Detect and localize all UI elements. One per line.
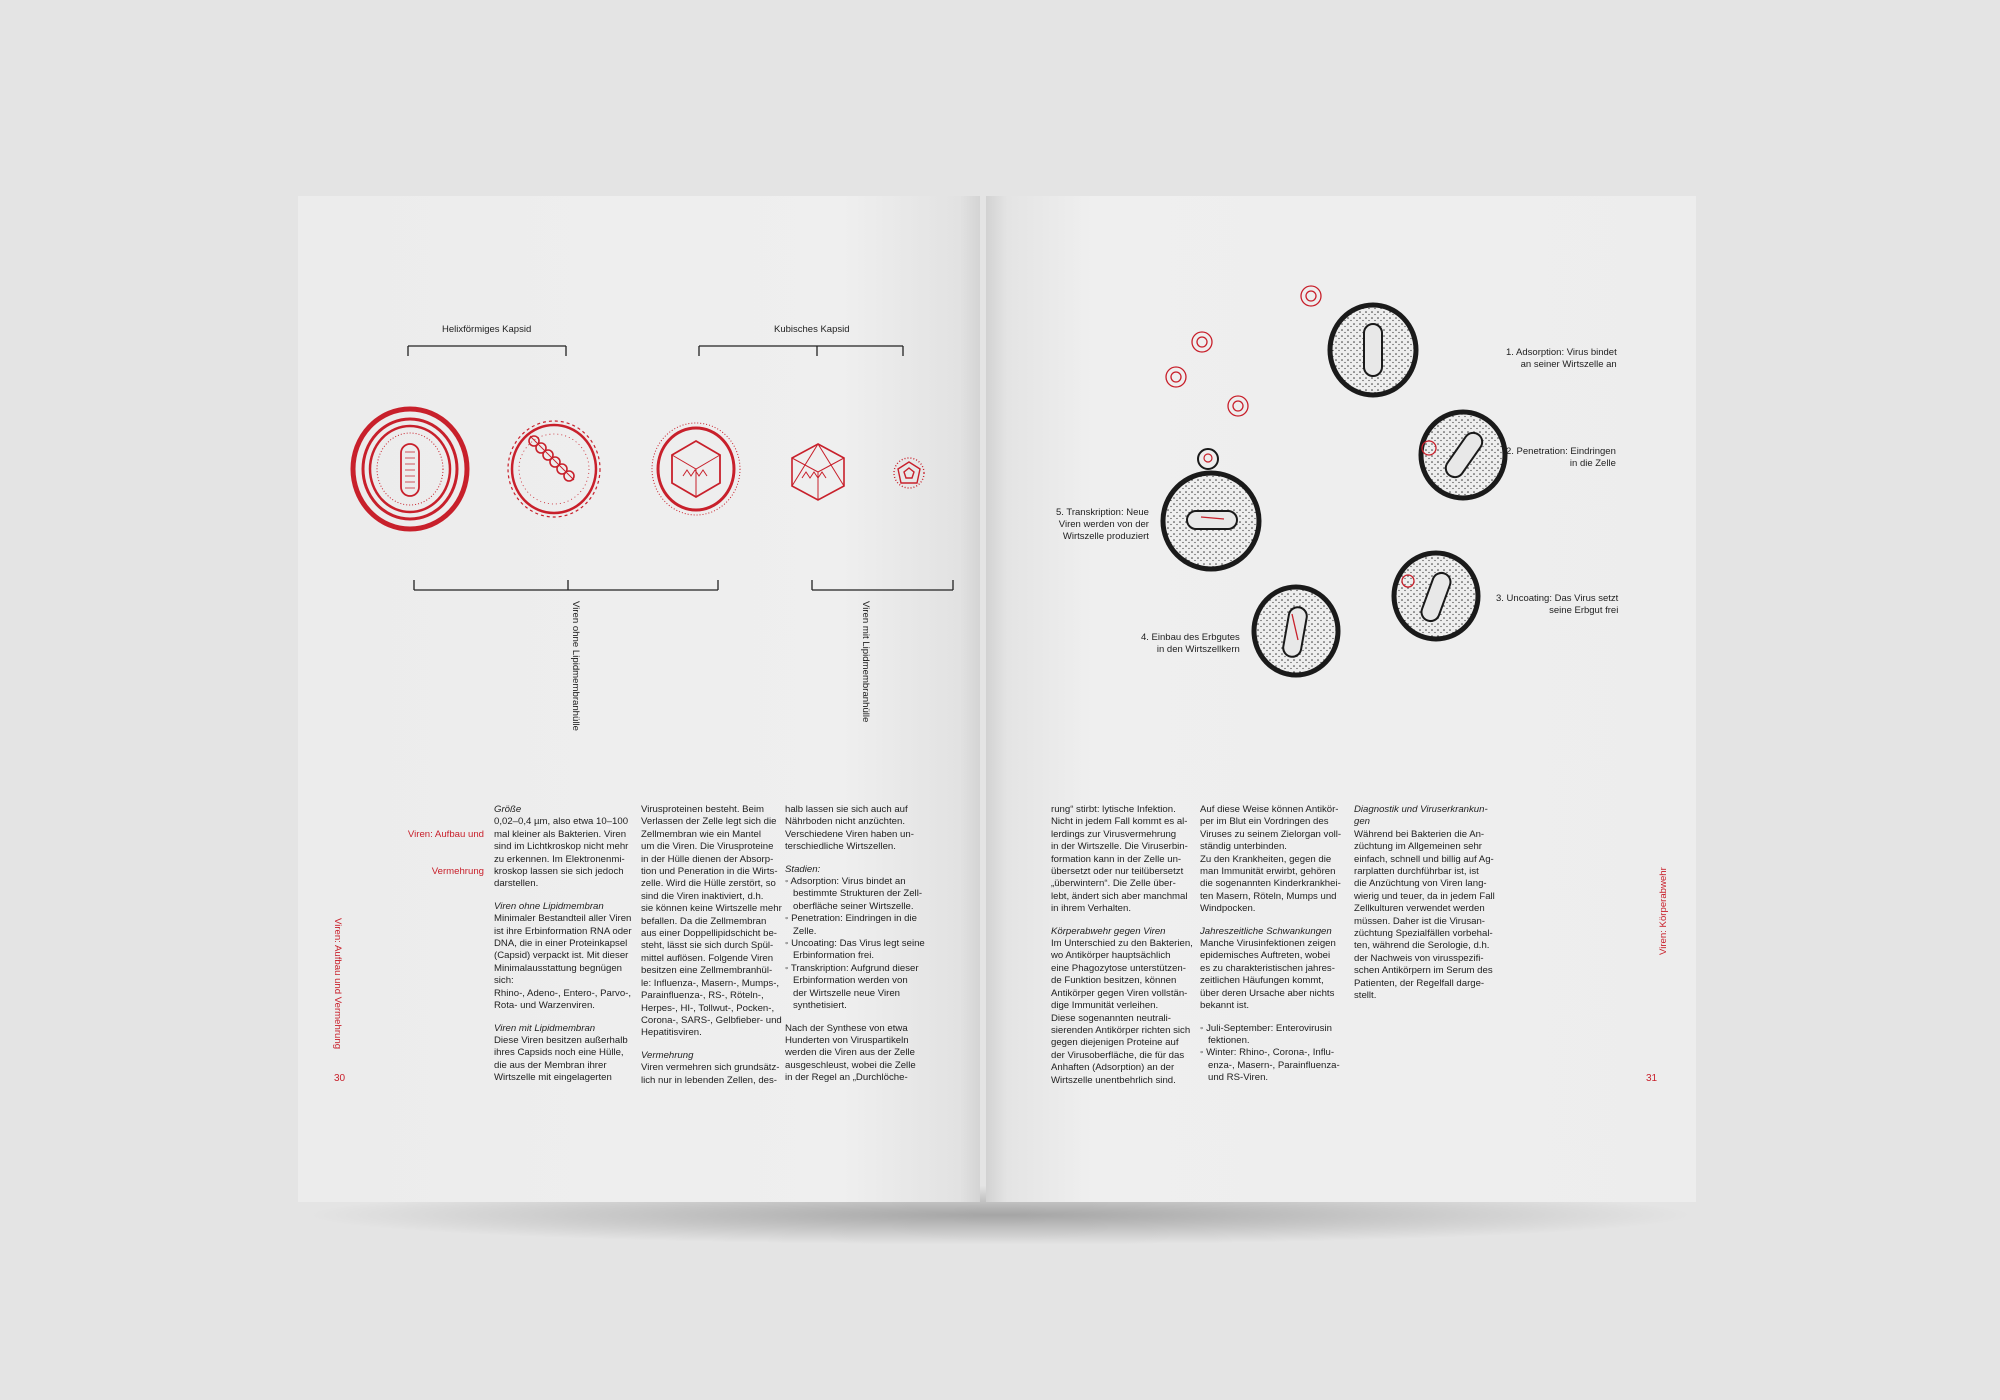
text-line: züchtung Spezialfällen vorbehal- bbox=[1354, 928, 1493, 940]
subheading: Vermehrung bbox=[641, 1049, 694, 1061]
subheading: Stadien: bbox=[785, 863, 821, 875]
text-line: ◦ Juli-September: Enterovirusin bbox=[1200, 1022, 1332, 1034]
text-line: Rhino-, Adeno-, Entero-, Parvo-, bbox=[494, 987, 632, 999]
text-line: Zelle. bbox=[785, 925, 817, 937]
text-line: Erbinformation frei. bbox=[785, 950, 875, 962]
text-line: rung“ stirbt: lytische Infektion. bbox=[1051, 804, 1176, 815]
text-line: Wirtszelle unentbehrlich sind. bbox=[1051, 1074, 1176, 1086]
text-line: besitzen eine Zellmembranhül- bbox=[641, 965, 773, 977]
text-line: Nach der Synthese von etwa bbox=[785, 1022, 908, 1034]
text-column-3 bbox=[785, 804, 925, 1085]
subheading: Viren mit Lipidmembran bbox=[494, 1022, 596, 1034]
text-line: dige Immunität verleihen. bbox=[1051, 1000, 1159, 1012]
text-line: in der Hülle dienen der Absorp- bbox=[641, 853, 774, 865]
text-line: in der Regel an „Durchlöche- bbox=[785, 1072, 908, 1084]
text-line: Hunderten von Viruspartikeln bbox=[785, 1034, 909, 1046]
text-line: zelle. Wird die Hülle zerstört, so bbox=[641, 878, 776, 890]
text-line: ist ihre Erbinformation RNA oder bbox=[494, 925, 632, 937]
free-viruses bbox=[1166, 286, 1321, 416]
cell-adsorption bbox=[1330, 305, 1416, 395]
text-line: mal kleiner als Bakterien. Viren bbox=[494, 828, 627, 840]
text-line: eine Phagozytose unterstützen- bbox=[1051, 962, 1186, 974]
text-line: die Anzüchtung von Viren lang- bbox=[1354, 878, 1487, 890]
text-line: steht, lässt sie sich durch Spül- bbox=[641, 940, 774, 952]
right-page bbox=[986, 196, 1696, 1202]
text-line: enza-, Masern-, Parainfluenza- bbox=[1200, 1059, 1340, 1071]
text-line: aus einer Doppellipidschicht be- bbox=[641, 928, 777, 940]
text-line: ◦ Penetration: Eindringen in die bbox=[785, 913, 917, 925]
text-line: in ihrem Verhalten. bbox=[1051, 903, 1131, 915]
text-line: (Capsid) verpackt ist. Mit dieser bbox=[494, 950, 629, 962]
text-line: Erbinformation werden von bbox=[785, 975, 908, 987]
text-line: formation kann in der Zelle un- bbox=[1051, 853, 1182, 865]
text-line: Manche Virusinfektionen zeigen bbox=[1200, 938, 1336, 950]
top-brackets bbox=[408, 346, 903, 356]
text-line: darstellen. bbox=[494, 878, 539, 890]
text-line: stellt. bbox=[1354, 990, 1377, 1002]
text-line: sind die Viren inaktiviert, d.h. bbox=[641, 890, 764, 902]
text-line: zu erkennen. Im Elektronenmi- bbox=[494, 853, 625, 865]
text-line: zeitlichen Häufungen kommt, bbox=[1200, 975, 1324, 987]
text-line: Viren vermehren sich grundsätz- bbox=[641, 1062, 780, 1074]
left-page bbox=[298, 196, 980, 1202]
text-line: müssen. Daher ist die Virusan- bbox=[1354, 915, 1485, 927]
text-line: es zu charakteristischen jahres- bbox=[1200, 962, 1335, 974]
text-line: in der Wirtszelle. Die Viruserbin- bbox=[1051, 841, 1188, 853]
text-line: terschiedliche Wirtszellen. bbox=[785, 841, 896, 853]
text-line: mittel auflösen. Folgende Viren bbox=[641, 952, 774, 964]
text-line: die sogenannten Kinderkrankhei- bbox=[1200, 878, 1341, 890]
virus-helix-enveloped bbox=[353, 409, 467, 529]
text-line: übersetzt oder nur teilübersetzt bbox=[1051, 866, 1184, 878]
text-line: man Immunität erwirbt, gehören bbox=[1200, 866, 1336, 878]
page-number-left: 30 bbox=[334, 1073, 346, 1084]
running-head-left: Viren: Aufbau und Vermehrung bbox=[332, 918, 343, 1050]
label-without-lipid: Viren ohne Lipidmembranhülle bbox=[570, 601, 581, 731]
text-line: tion und Peneration in die Wirts- bbox=[641, 866, 778, 878]
text-column-5 bbox=[1200, 804, 1341, 1085]
text-line: über deren Ursache aber nichts bbox=[1200, 987, 1335, 999]
stage-3-label: 3. Uncoating: Das Virus setzt seine Erbgut frei bbox=[1496, 593, 1619, 616]
text-line: wo Antikörper hauptsächlich bbox=[1051, 950, 1171, 962]
text-line: ihres Capsids noch eine Hülle, bbox=[494, 1047, 624, 1059]
text-line: gegen diejenigen Proteine auf bbox=[1051, 1037, 1179, 1049]
cell-uncoating bbox=[1394, 553, 1478, 639]
text-line: le: Influenza-, Masern-, Mumps-, bbox=[641, 977, 780, 989]
text-line: Nicht in jedem Fall kommt es al- bbox=[1051, 816, 1188, 828]
text-line: Während bei Bakterien die An- bbox=[1354, 828, 1485, 840]
text-line: ständig unterbinden. bbox=[1200, 841, 1287, 853]
text-line: ◦ Uncoating: Das Virus legt seine bbox=[785, 938, 925, 950]
stage-1-label: 1. Adsorption: Virus bindet an seiner Wirtszelle an bbox=[1506, 347, 1617, 370]
text-line: ten Masern, Röteln, Mumps und bbox=[1200, 890, 1337, 902]
text-line: fektionen. bbox=[1200, 1034, 1250, 1046]
text-line: Wirtszelle mit eingelagerten bbox=[494, 1072, 612, 1084]
text-column-2 bbox=[641, 804, 782, 1087]
stage-5-label: 5. Transkription: Neue Viren werden von der Wirtszelle produziert bbox=[1056, 507, 1149, 542]
text-line: epidemisches Auftreten, wobei bbox=[1200, 950, 1331, 962]
text-line: Zellkulturen verwendet werden bbox=[1354, 903, 1485, 915]
text-line: Windpocken. bbox=[1200, 903, 1256, 915]
text-line: „überwintern“. Die Zelle über- bbox=[1051, 878, 1176, 890]
virus-cubic-enveloped bbox=[652, 423, 740, 515]
text-line: rarplatten durchführbar ist, ist bbox=[1354, 866, 1479, 878]
bottom-brackets bbox=[414, 580, 953, 590]
subheading: Jahreszeitliche Schwankungen bbox=[1200, 925, 1332, 937]
text-line: sich: bbox=[494, 975, 514, 987]
text-column-1 bbox=[494, 804, 632, 1085]
text-line: der Virusoberfläche, die für das bbox=[1051, 1049, 1185, 1061]
text-line: ◦ Winter: Rhino-, Corona-, Influ- bbox=[1200, 1047, 1335, 1059]
text-line: synthetisiert. bbox=[785, 1000, 847, 1012]
label-with-lipid: Viren mit Lipidmembranhülle bbox=[860, 601, 871, 723]
text-line: Im Unterschied zu den Bakterien, bbox=[1051, 938, 1193, 950]
running-head-right: Viren: Körperabwehr bbox=[1658, 867, 1669, 955]
page-number-right: 31 bbox=[1646, 1073, 1658, 1084]
text-line: Diese sogenannten neutrali- bbox=[1051, 1012, 1172, 1024]
text-line: Diese Viren besitzen außerhalb bbox=[494, 1034, 628, 1046]
text-line: einfach, schnell und billig auf Ag- bbox=[1354, 853, 1494, 865]
text-line: bekannt ist. bbox=[1200, 1000, 1250, 1012]
text-line: Minimalausstattung begnügen bbox=[494, 962, 623, 974]
text-line: sierenden Antikörper richten sich bbox=[1051, 1024, 1191, 1036]
text-line: züchtung im Allgemeinen sehr bbox=[1354, 841, 1482, 853]
text-line: lerdings zur Virusvermehrung bbox=[1051, 828, 1177, 840]
text-line: befallen. Da die Zellmembran bbox=[641, 915, 767, 927]
stage-4-label: 4. Einbau des Erbgutes in den Wirtszellkern bbox=[1141, 632, 1240, 655]
text-line: und RS-Viren. bbox=[1200, 1072, 1269, 1084]
text-line: lebt, ändert sich aber manchmal bbox=[1051, 890, 1188, 902]
label-cubic-capsid: Kubisches Kapsid bbox=[774, 324, 850, 335]
text-column-6 bbox=[1354, 804, 1495, 1003]
text-line: Parainfluenza-, RS-, Röteln-, bbox=[641, 990, 764, 1002]
text-line: bestimmte Strukturen der Zell- bbox=[785, 888, 923, 900]
text-line: ausgeschleust, wobei die Zelle bbox=[785, 1059, 916, 1071]
text-line: Viruses zu seinem Zielorgan voll- bbox=[1200, 828, 1342, 840]
text-line: Patienten, der Regelfall darge- bbox=[1354, 977, 1485, 989]
text-line: der Nachweis von virusspezifi- bbox=[1354, 952, 1484, 964]
virus-cubic-naked bbox=[792, 444, 844, 500]
text-line: Corona-, SARS-, Gelbfieber- und bbox=[641, 1014, 782, 1026]
text-line: werden die Viren aus der Zelle bbox=[785, 1047, 915, 1059]
text-line: Verschiedene Viren haben un- bbox=[785, 828, 914, 840]
text-line: ten, während die Serologie, d.h. bbox=[1354, 940, 1490, 952]
text-column-4 bbox=[1051, 804, 1193, 1087]
text-line: Zu den Krankheiten, gegen die bbox=[1200, 853, 1332, 865]
cell-transcription bbox=[1163, 449, 1259, 569]
text-line: Minimaler Bestandteil aller Viren bbox=[494, 913, 632, 925]
text-line: DNA, die in einer Proteinkapsel bbox=[494, 938, 628, 950]
text-line: Verlassen der Zelle legt sich die bbox=[641, 816, 777, 828]
text-line: sind im Lichtkroskop nicht mehr bbox=[494, 841, 629, 853]
text-line: Nährboden nicht anzüchten. bbox=[785, 816, 906, 828]
cell-penetration bbox=[1421, 412, 1505, 498]
text-line: die aus der Membran ihrer bbox=[494, 1059, 607, 1071]
subheading: Diagnostik und Viruserkrankun- bbox=[1354, 804, 1488, 815]
text-line: ◦ Transkription: Aufgrund dieser bbox=[785, 962, 919, 974]
cell-integration bbox=[1254, 587, 1338, 675]
text-line: Rota- und Warzenviren. bbox=[494, 1000, 595, 1012]
text-line: um die Viren. Die Virusproteine bbox=[641, 841, 774, 853]
label-helix-capsid: Helixförmiges Kapsid bbox=[442, 324, 532, 335]
text-line: Antikörper gegen Viren vollstän- bbox=[1051, 987, 1188, 999]
text-line: ◦ Adsorption: Virus bindet an bbox=[785, 876, 906, 888]
text-line: Auf diese Weise können Antikör- bbox=[1200, 804, 1339, 815]
text-line: kroskop lassen sie sich jedoch bbox=[494, 866, 624, 878]
text-line: lich nur in lebenden Zellen, des- bbox=[641, 1074, 777, 1086]
stage-2-label: 2. Penetration: Eindringen in die Zelle bbox=[1506, 446, 1616, 469]
text-line: Virusproteinen besteht. Beim bbox=[641, 804, 765, 815]
text-line: Zellmembran wie ein Mantel bbox=[641, 828, 761, 840]
text-line: schen Antikörpern im Serum des bbox=[1354, 965, 1493, 977]
section-heading: Viren: Aufbau und Vermehrung bbox=[407, 828, 484, 878]
subheading: Viren ohne Lipidmembran bbox=[494, 900, 604, 912]
text-line: 0,02–0,4 µm, also etwa 10–100 bbox=[494, 816, 629, 828]
text-line: wierig und teuer, da in jedem Fall bbox=[1354, 890, 1495, 902]
virus-cubic-small bbox=[894, 458, 924, 488]
text-line: der Wirtszelle neue Viren bbox=[785, 987, 900, 999]
text-line: Herpes-, HI-, Tollwut-, Pocken-, bbox=[641, 1002, 775, 1014]
text-line: Hepatitisviren. bbox=[641, 1027, 702, 1039]
text-line: de Funktion besitzen, können bbox=[1051, 975, 1177, 987]
virus-helix-spiked bbox=[508, 421, 600, 517]
subheading: Größe bbox=[494, 804, 522, 815]
text-line: Anhaften (Adsorption) an der bbox=[1051, 1062, 1175, 1074]
text-line: sie können keine Wirtszelle mehr bbox=[641, 903, 782, 915]
subheading: Körperabwehr gegen Viren bbox=[1051, 925, 1166, 937]
text-line: oberfläche seiner Wirtszelle. bbox=[785, 900, 914, 912]
text-line: halb lassen sie sich auch auf bbox=[785, 804, 908, 815]
subheading: gen bbox=[1354, 816, 1371, 828]
text-line: per im Blut ein Vordringen des bbox=[1200, 816, 1329, 828]
